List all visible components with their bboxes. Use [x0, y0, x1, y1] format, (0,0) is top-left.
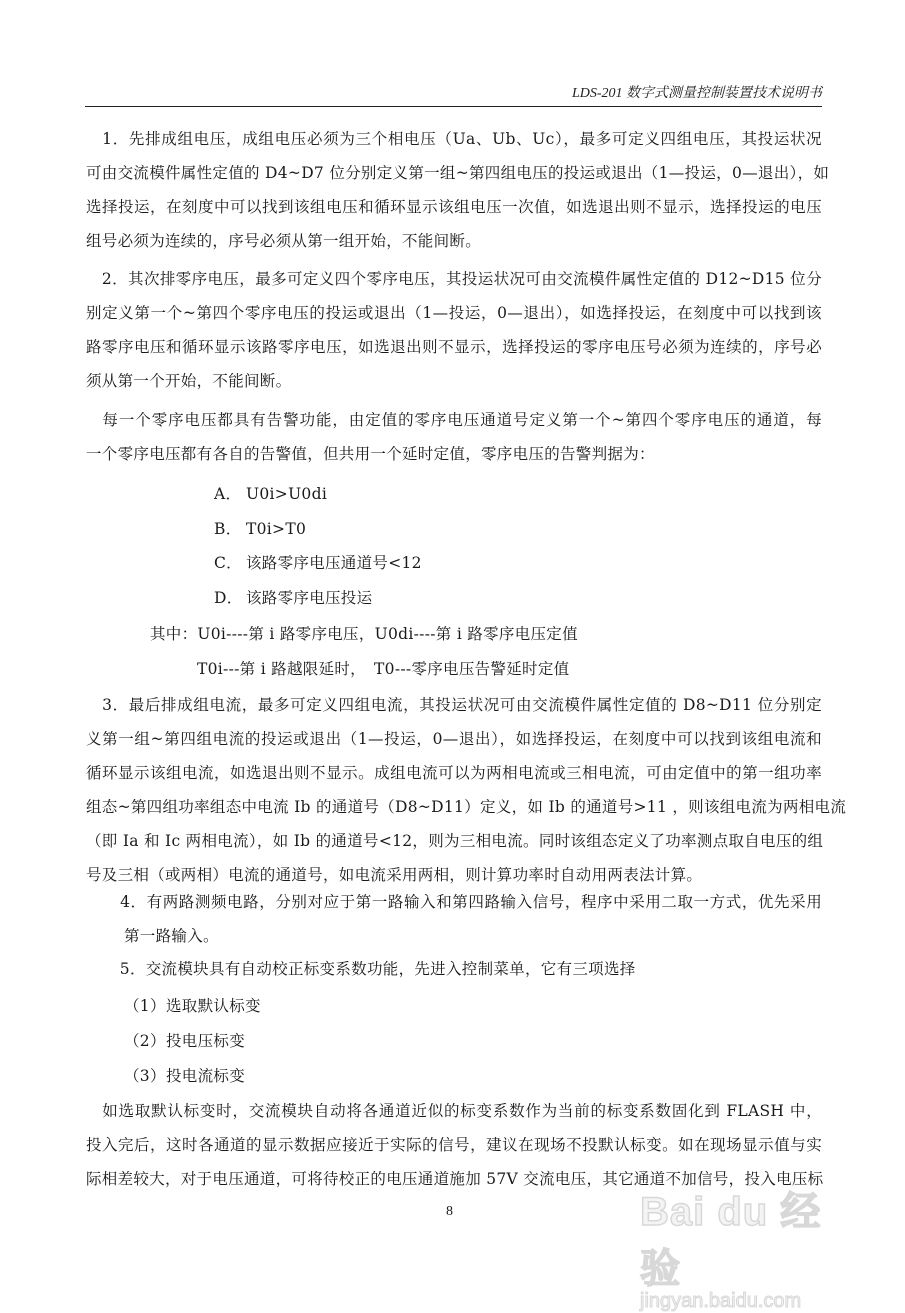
option-label: （1） [124, 997, 166, 1015]
option-item [124, 1031, 245, 1051]
paragraph-line: 可由交流模件属性定值的 D4~D7 位分别定义第一组~第四组电压的投运或退出（1—投运，0—退出），如 [86, 164, 830, 182]
paragraph-line: 如选取默认标变时，交流模块自动将各通道近似的标变系数作为当前的标变系数固化到 FLASH 中， [86, 1102, 822, 1120]
paragraph-line: 4．有两路测频电路，分别对应于第一路输入和第四路输入信号，程序中采用二取一方式，优先采用 [104, 893, 822, 911]
baidu-watermark [640, 1180, 855, 1312]
paragraph-line: 号及三相（或两相）电流的通道号，如电流采用两相，则计算功率时自动用两表法计算。 [86, 866, 703, 884]
paragraph-line: 组号必须为连续的，序号必须从第一组开始，不能间断。 [86, 232, 482, 250]
criteria-label: B． [214, 520, 242, 538]
criteria-item [214, 484, 327, 504]
watermark-url: jingyan.baidu.com [640, 1290, 802, 1312]
criteria-label: D． [214, 589, 243, 607]
paragraph-line: 义第一组~第四组电流的投运或退出（1—投运，0—退出），如选择投运，在刻度中可以找到该组电流和 [86, 730, 822, 748]
paragraph-line: 2．其次排零序电压，最多可定义四个零序电压，其投运状况可由交流模件属性定值的 D12~D15 位分 [86, 270, 822, 288]
paragraph-line: 3．最后排成组电流，最多可定义四组电流，其投运状况可由交流模件属性定值的 D8~D11 位分别定 [86, 696, 822, 714]
watermark-logo: Bai du 经验 [640, 1190, 822, 1291]
option-item [124, 1066, 245, 1086]
criteria-text: 该路零序电压投运 [246, 589, 373, 607]
paragraph-line: 选择投运，在刻度中可以找到该组电压和循环显示该组电压一次值，如选退出则不显示，选择投运的电压 [86, 198, 822, 216]
page-header [85, 76, 822, 107]
paragraph-line: 路零序电压和循环显示该路零序电压，如选退出则不显示，选择投运的零序电压号必须为连续的，序号必 [86, 338, 822, 356]
paragraph-line: 际相差较大，对于电压通道，可将待校正的电压通道施加 57V 交流电压，其它通道不加信号，投入电压标 [86, 1170, 824, 1188]
option-item [124, 996, 261, 1016]
option-text: 投电流标变 [166, 1067, 246, 1085]
criteria-text: 该路零序电压通道号<12 [246, 554, 422, 572]
paragraph-line: 投入完后，这时各通道的显示数据应接近于实际的信号，建议在现场不投默认标变。如在现场显示值与实 [86, 1136, 822, 1154]
page-number: 8 [446, 1204, 453, 1219]
paragraph-line: 5．交流模块具有自动校正标变系数功能，先进入控制菜单，它有三项选择 [104, 960, 636, 978]
paragraph-line: 1．先排成组电压，成组电压必须为三个相电压（Ua、Ub、Uc），最多可定义四组电压，其投运状况 [86, 130, 822, 148]
definition-line: 其中：U0i----第 i 路零序电压，U0di----第 i 路零序电压定值 [150, 625, 578, 643]
paragraph-line: 一个零序电压都有各自的告警值，但共用一个延时定值，零序电压的告警判据为： [86, 445, 655, 463]
paragraph-line: 须从第一个开始，不能间断。 [86, 372, 292, 390]
criteria-text: T0i>T0 [246, 520, 307, 538]
criteria-text: U0i>U0di [246, 485, 328, 503]
criteria-label: A． [214, 485, 242, 503]
paragraph-line: 第一路输入。 [124, 927, 219, 945]
criteria-item [214, 588, 372, 608]
criteria-item [214, 519, 306, 539]
paragraph-line: 组态~第四组功率组态中电流 Ib 的通道号（D8~D11）定义，如 Ib 的通道号>11 ，则该组电流为两相电流 [86, 798, 847, 816]
option-text: 选取默认标变 [166, 997, 261, 1015]
paragraph-line: 每一个零序电压都具有告警功能，由定值的零序电压通道号定义第一个~第四个零序电压的通道，每 [86, 411, 822, 429]
paragraph-line: 循环显示该组电流，如选退出则不显示。成组电流可以为两相电流或三相电流，可由定值中的第一组功率 [86, 764, 822, 782]
option-text: 投电压标变 [166, 1032, 246, 1050]
paragraph-line: 别定义第一个~第四个零序电压的投运或退出（1—投运，0—退出），如选择投运，在刻度中可以找到该 [86, 304, 822, 322]
option-label: （2） [124, 1032, 166, 1050]
criteria-item [214, 553, 422, 573]
option-label: （3） [124, 1067, 166, 1085]
document-title: LDS-201 数字式测量控制装置技术说明书 [571, 86, 822, 101]
paragraph-line: （即 Ia 和 Ic 两相电流），如 Ib 的通道号<12，则为三相电流。同时该组态定义了功率测点取自电压的组 [86, 832, 824, 850]
definition-line: T0i---第 i 路越限延时， T0---零序电压告警延时定值 [197, 660, 570, 678]
criteria-label: C． [214, 554, 242, 572]
